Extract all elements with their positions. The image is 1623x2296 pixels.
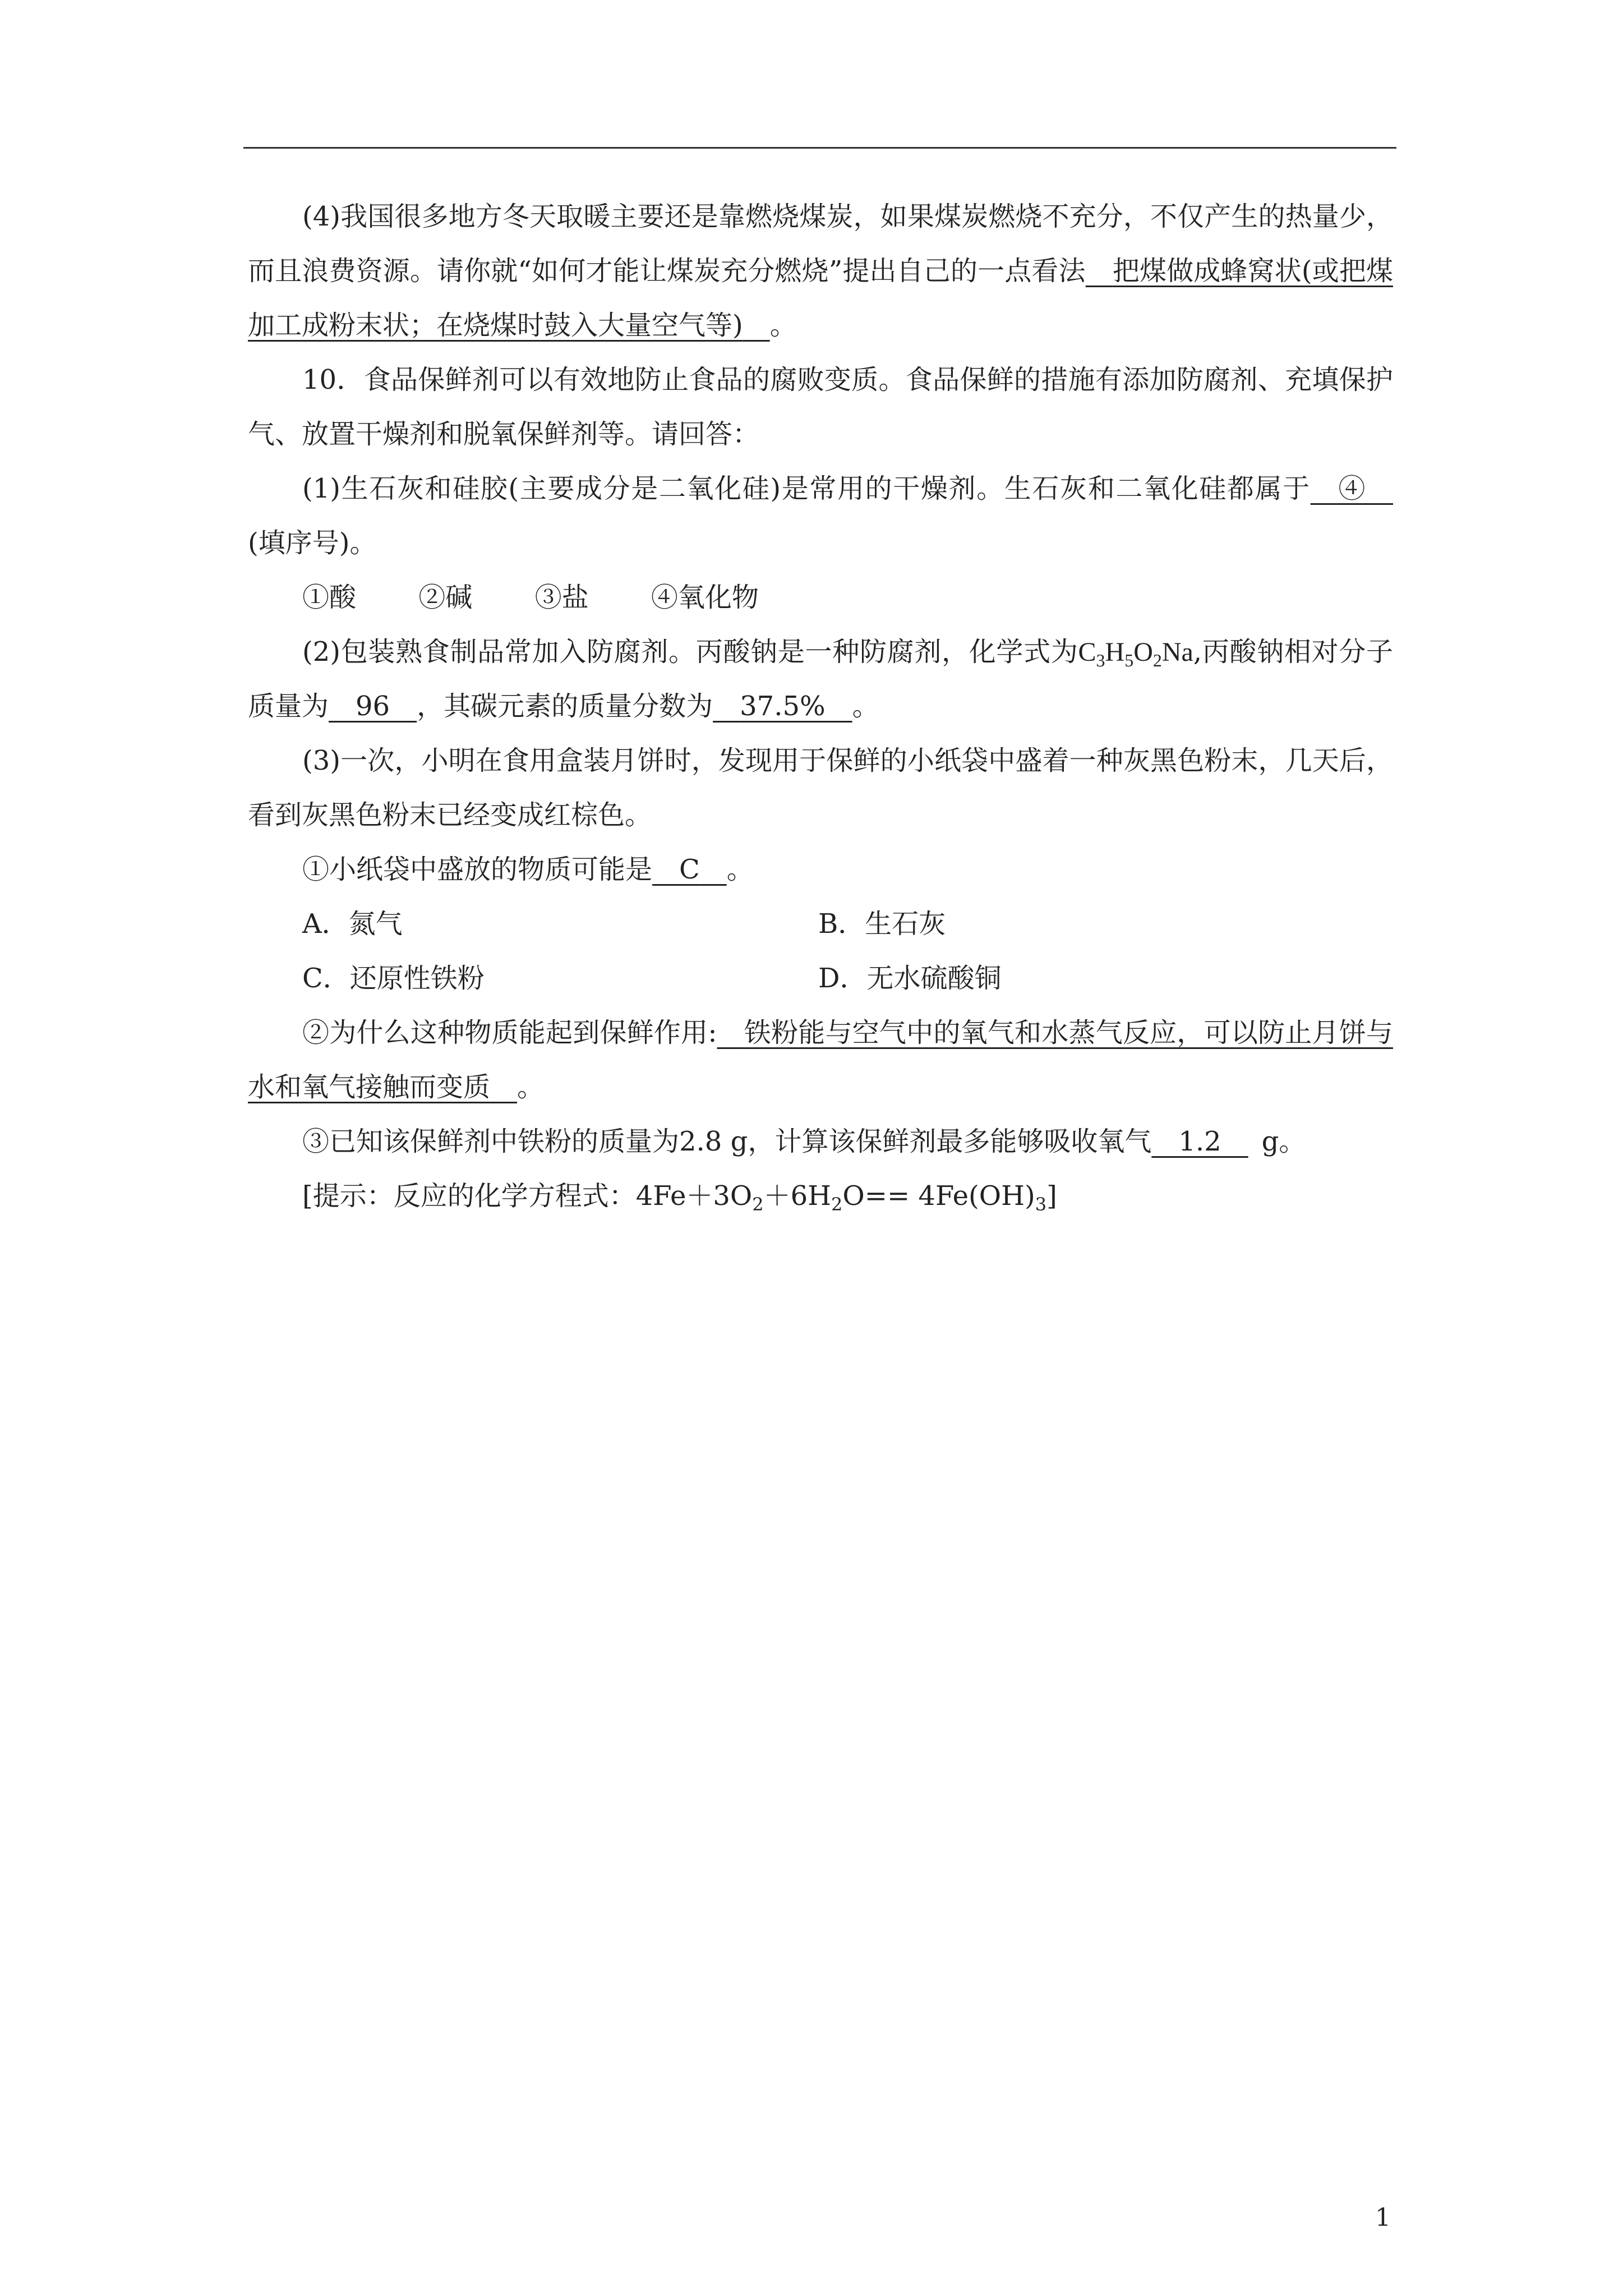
- q10-1-options: [248, 570, 1393, 625]
- option-oxide: ④氧化物: [651, 582, 759, 613]
- hint-part-b: ＋6H: [763, 1180, 832, 1212]
- formula-h: H: [1105, 637, 1125, 667]
- hint-sub-2: 2: [831, 1194, 843, 1215]
- hint-part-c: O== 4Fe(OH): [842, 1180, 1035, 1212]
- q10-3-2-answer-text: 铁粉能与空气中的氧气和水蒸气反应，可以防止月饼与水和氧气接触而变质: [248, 1017, 1393, 1103]
- q9-4-answer-text: 把煤做成蜂窝状(或把煤加工成粉末状；在烧煤时鼓入大量空气等): [248, 255, 1393, 341]
- q10-3-1-end: 。: [726, 854, 754, 885]
- formula-c: C: [1078, 637, 1096, 667]
- q10-2-text-c: ，其碳元素的质量分数为: [417, 691, 713, 722]
- q10-3-1-answer: [652, 854, 727, 885]
- page-number: 1: [1375, 2203, 1391, 2232]
- q10-3-1-text: ①小纸袋中盛放的物质可能是: [302, 854, 653, 885]
- question-10-part-3-2: [248, 1006, 1393, 1115]
- question-10-part-1: [248, 462, 1393, 570]
- q10-3-3-answer: [1151, 1126, 1248, 1157]
- option-acid: ①酸: [302, 582, 357, 613]
- question-9-part-4: [248, 190, 1393, 353]
- choice-a: A．氮气: [302, 908, 403, 940]
- option-salt: ③盐: [534, 582, 589, 613]
- q10-3-2-text: ②为什么这种物质能起到保鲜作用:: [302, 1017, 717, 1048]
- q10-1-end: (填序号)。: [248, 527, 377, 559]
- choice-c: C．还原性铁粉: [302, 963, 485, 994]
- q10-2-answer-1-text: 96: [356, 691, 390, 722]
- q10-3-3-answer-text: 1.2: [1178, 1126, 1221, 1157]
- hint-part-a: [提示：反应的化学方程式：4Fe＋3O: [302, 1180, 753, 1212]
- hint-sub-1: 2: [752, 1194, 764, 1215]
- option-base: ②碱: [418, 582, 473, 613]
- q10-1-text: (1)生石灰和硅胶(主要成分是二氧化硅)是常用的干燥剂。生石灰和二氧化硅都属于: [302, 473, 1311, 504]
- hint-sub-3: 3: [1035, 1194, 1047, 1215]
- q10-1-answer: [1311, 473, 1393, 504]
- question-10-part-3-1: [248, 843, 1393, 897]
- q10-3-3-end: g。: [1261, 1126, 1306, 1157]
- formula-o-sub: 2: [1152, 650, 1162, 670]
- formula-o: O: [1133, 637, 1153, 667]
- document-body: [248, 190, 1393, 1223]
- q10-2-answer-2: [713, 691, 852, 722]
- formula-c-sub: 3: [1096, 650, 1105, 670]
- formula-h-sub: 5: [1124, 650, 1134, 670]
- q10-2-end: 。: [852, 691, 879, 722]
- question-10-part-2: [248, 625, 1393, 734]
- q10-2-answer-2-text: 37.5%: [740, 691, 826, 722]
- formula-na: Na: [1161, 637, 1193, 667]
- q10-3-2-end: 。: [517, 1071, 545, 1103]
- q10-2-answer-1: [329, 691, 417, 722]
- q10-3-3-text: ③已知该保鲜剂中铁粉的质量为2.8 g，计算该保鲜剂最多能够吸收氧气: [302, 1126, 1152, 1157]
- reaction-hint: [248, 1169, 1393, 1223]
- q10-3-1-answer-text: C: [679, 854, 700, 885]
- q9-4-end: 。: [769, 310, 797, 341]
- q10-2-text-b: ,丙酸钠相对分子质量为: [248, 636, 1393, 722]
- q10-1-answer-text: ④: [1337, 473, 1366, 504]
- hint-part-d: ]: [1046, 1180, 1057, 1212]
- q10-2-text-a: (2)包装熟食制品常加入防腐剂。丙酸钠是一种防腐剂，化学式为: [302, 636, 1078, 668]
- choice-b: B．生石灰: [818, 908, 946, 940]
- choice-d: D．无水硫酸铜: [818, 963, 1002, 994]
- question-10-intro: 10．食品保鲜剂可以有效地防止食品的腐败变质。食品保鲜的措施有添加防腐剂、充填保护气、放置干燥剂和脱氧保鲜剂等。请回答：: [248, 364, 1393, 450]
- q10-3-1-choices: [248, 897, 1393, 1006]
- q9-4-text: (4)我国很多地方冬天取暖主要还是靠燃烧煤炭，如果煤炭燃烧不充分，不仅产生的热量少，而且浪费资源。请你就“如何才能让煤炭充分燃烧”提出自己的一点看法: [248, 201, 1393, 287]
- question-10-part-3-intro: (3)一次，小明在食用盒装月饼时，发现用于保鲜的小纸袋中盛着一种灰黑色粉末，几天后，看到灰黑色粉末已经变成红棕色。: [248, 745, 1393, 831]
- header-rule: [243, 147, 1396, 149]
- question-10-part-3-3: [248, 1115, 1393, 1169]
- chemical-formula: [1078, 637, 1193, 670]
